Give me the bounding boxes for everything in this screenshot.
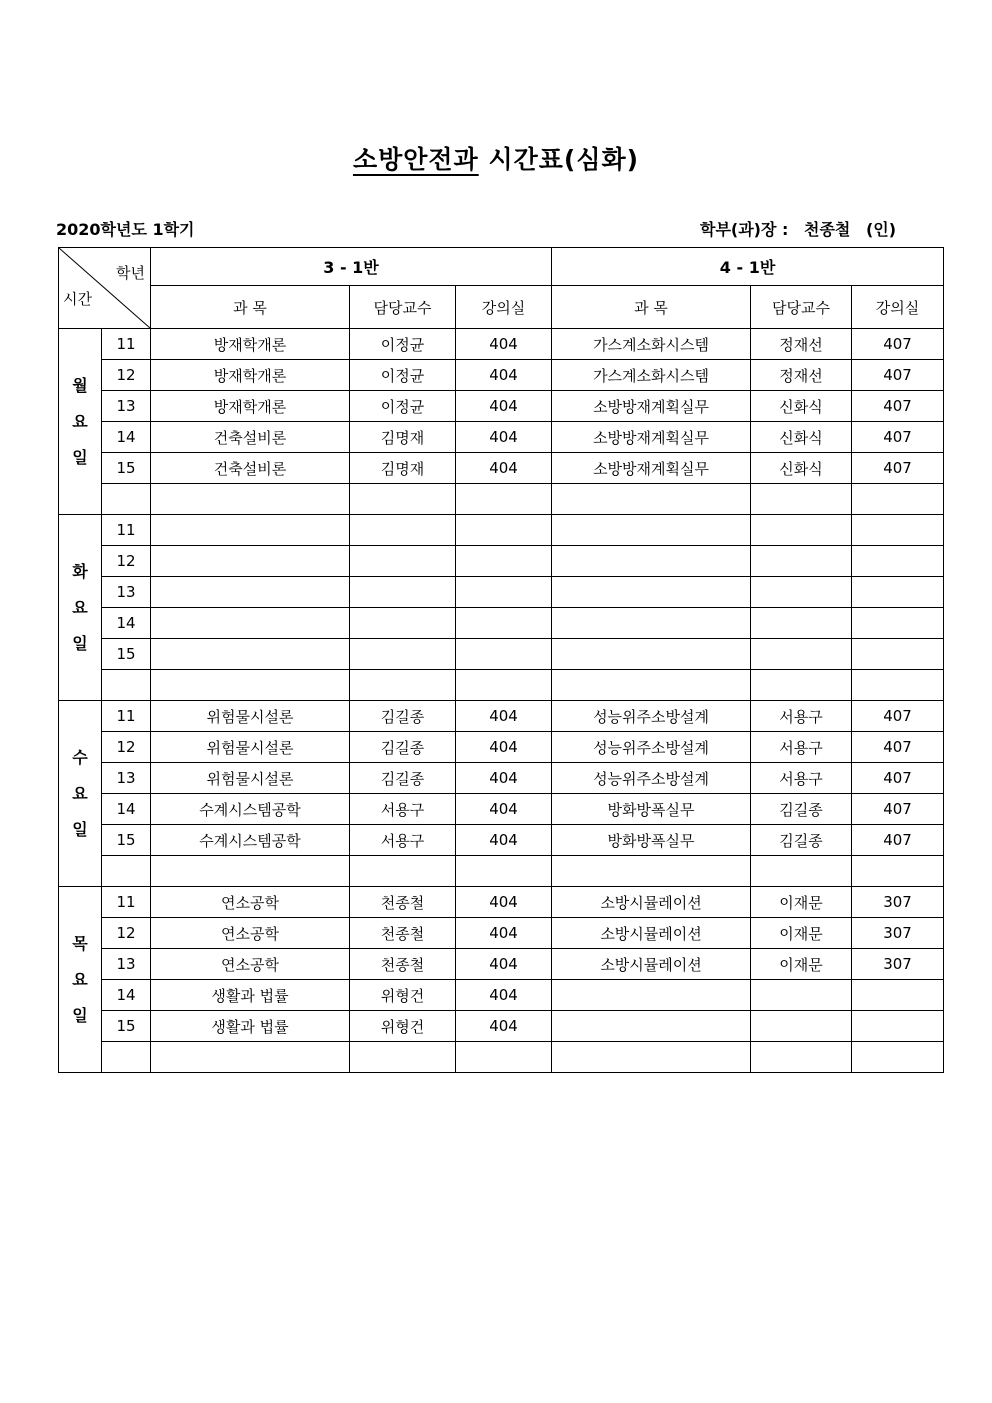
prof-4-1-cell	[751, 515, 852, 546]
period-cell: 13	[102, 763, 151, 794]
subject-3-1-cell	[151, 484, 350, 515]
room-3-1-cell	[456, 1042, 552, 1073]
prof-4-1-cell	[751, 484, 852, 515]
room-3-1-cell	[456, 577, 552, 608]
header-row-1	[59, 248, 944, 286]
corner-grade-label: 학년	[116, 264, 145, 282]
corner-time-label: 시간	[63, 290, 92, 308]
room-3-1-cell: 404	[456, 422, 552, 453]
subject-4-1-cell: 방화방폭실무	[552, 825, 751, 856]
period-cell	[102, 484, 151, 515]
period-cell: 14	[102, 608, 151, 639]
day-label-char: 목	[72, 933, 88, 953]
room-4-1-cell: 307	[852, 918, 944, 949]
prof-4-1-cell	[751, 546, 852, 577]
group-header-1: 3 - 1반	[151, 248, 552, 286]
room-4-1-cell: 407	[852, 391, 944, 422]
prof-3-1-cell	[350, 1042, 456, 1073]
room-4-1-cell: 407	[852, 329, 944, 360]
subject-4-1-cell: 소방시뮬레이션	[552, 887, 751, 918]
dean-label: 학부(과)장 :	[700, 220, 789, 239]
subject-3-1-cell: 방재학개론	[151, 391, 350, 422]
prof-3-1-cell	[350, 484, 456, 515]
day-label	[59, 701, 102, 887]
room-4-1-cell: 407	[852, 794, 944, 825]
room-3-1-cell	[456, 639, 552, 670]
room-4-1-cell: 407	[852, 701, 944, 732]
table-row	[59, 329, 944, 360]
prof-3-1-cell: 이정균	[350, 329, 456, 360]
prof-4-1-cell: 서용구	[751, 763, 852, 794]
prof-4-1-cell	[751, 577, 852, 608]
subject-3-1-cell: 연소공학	[151, 887, 350, 918]
prof-3-1-cell: 이정균	[350, 360, 456, 391]
prof-3-1-cell: 김길종	[350, 763, 456, 794]
room-3-1-cell: 404	[456, 918, 552, 949]
room-4-1-cell	[852, 515, 944, 546]
subject-4-1-cell: 가스계소화시스템	[552, 329, 751, 360]
col-subject-2: 과 목	[552, 286, 751, 329]
prof-3-1-cell	[350, 639, 456, 670]
subject-4-1-cell	[552, 1011, 751, 1042]
subject-4-1-cell	[552, 577, 751, 608]
prof-3-1-cell: 서용구	[350, 825, 456, 856]
prof-3-1-cell: 김명재	[350, 453, 456, 484]
room-3-1-cell: 404	[456, 887, 552, 918]
table-row	[59, 577, 944, 608]
prof-4-1-cell	[751, 856, 852, 887]
period-cell	[102, 856, 151, 887]
prof-4-1-cell: 이재문	[751, 949, 852, 980]
subject-4-1-cell: 소방방재계획실무	[552, 453, 751, 484]
day-label	[59, 515, 102, 701]
room-3-1-cell: 404	[456, 329, 552, 360]
room-4-1-cell	[852, 1011, 944, 1042]
prof-4-1-cell: 서용구	[751, 732, 852, 763]
prof-3-1-cell: 천종철	[350, 918, 456, 949]
prof-3-1-cell: 천종철	[350, 887, 456, 918]
col-room-1: 강의실	[456, 286, 552, 329]
period-cell: 14	[102, 422, 151, 453]
subject-3-1-cell	[151, 546, 350, 577]
subject-4-1-cell	[552, 856, 751, 887]
table-row	[59, 391, 944, 422]
prof-3-1-cell	[350, 856, 456, 887]
period-cell: 12	[102, 732, 151, 763]
day-label-char: 요	[72, 969, 88, 989]
day-label-char: 요	[72, 783, 88, 803]
prof-4-1-cell	[751, 1042, 852, 1073]
table-row	[59, 484, 944, 515]
prof-3-1-cell: 천종철	[350, 949, 456, 980]
table-row	[59, 856, 944, 887]
prof-3-1-cell	[350, 515, 456, 546]
subject-3-1-cell	[151, 577, 350, 608]
day-label-char: 수	[72, 747, 88, 767]
room-3-1-cell: 404	[456, 794, 552, 825]
prof-4-1-cell: 서용구	[751, 701, 852, 732]
room-3-1-cell: 404	[456, 453, 552, 484]
table-row	[59, 453, 944, 484]
period-cell: 15	[102, 639, 151, 670]
subject-4-1-cell: 성능위주소방설계	[552, 732, 751, 763]
prof-4-1-cell	[751, 1011, 852, 1042]
subject-4-1-cell	[552, 980, 751, 1011]
room-4-1-cell	[852, 546, 944, 577]
period-cell: 13	[102, 391, 151, 422]
room-4-1-cell	[852, 577, 944, 608]
prof-4-1-cell	[751, 608, 852, 639]
subject-4-1-cell	[552, 546, 751, 577]
table-row	[59, 794, 944, 825]
subject-3-1-cell	[151, 670, 350, 701]
subject-4-1-cell: 성능위주소방설계	[552, 701, 751, 732]
room-3-1-cell	[456, 515, 552, 546]
title-sub: 시간표(심화)	[488, 145, 640, 174]
subject-3-1-cell: 건축설비론	[151, 453, 350, 484]
room-3-1-cell: 404	[456, 360, 552, 391]
subject-4-1-cell: 성능위주소방설계	[552, 763, 751, 794]
subject-3-1-cell: 위험물시설론	[151, 763, 350, 794]
prof-3-1-cell	[350, 577, 456, 608]
room-4-1-cell: 407	[852, 825, 944, 856]
period-cell: 14	[102, 980, 151, 1011]
prof-3-1-cell: 김명재	[350, 422, 456, 453]
period-cell: 13	[102, 949, 151, 980]
subject-3-1-cell	[151, 639, 350, 670]
term-label: 2020학년도 1학기	[56, 220, 195, 239]
room-4-1-cell	[852, 856, 944, 887]
subject-4-1-cell	[552, 484, 751, 515]
prof-3-1-cell: 이정균	[350, 391, 456, 422]
room-3-1-cell: 404	[456, 825, 552, 856]
day-label-char: 일	[72, 819, 88, 839]
subject-4-1-cell: 소방시뮬레이션	[552, 949, 751, 980]
day-label	[59, 887, 102, 1073]
subject-4-1-cell: 방화방폭실무	[552, 794, 751, 825]
prof-4-1-cell: 이재문	[751, 887, 852, 918]
room-4-1-cell: 307	[852, 949, 944, 980]
period-cell: 11	[102, 887, 151, 918]
room-3-1-cell	[456, 484, 552, 515]
period-cell: 11	[102, 515, 151, 546]
table-row	[59, 918, 944, 949]
subject-3-1-cell	[151, 856, 350, 887]
subject-3-1-cell	[151, 608, 350, 639]
table-row	[59, 949, 944, 980]
prof-4-1-cell: 신화식	[751, 391, 852, 422]
subject-3-1-cell: 생활과 법률	[151, 980, 350, 1011]
period-cell	[102, 670, 151, 701]
day-label-char: 요	[72, 597, 88, 617]
prof-3-1-cell	[350, 670, 456, 701]
dean-name: 천종철	[804, 220, 851, 239]
prof-4-1-cell: 신화식	[751, 422, 852, 453]
room-4-1-cell: 307	[852, 887, 944, 918]
table-row	[59, 546, 944, 577]
prof-3-1-cell	[350, 546, 456, 577]
prof-3-1-cell	[350, 608, 456, 639]
prof-4-1-cell: 신화식	[751, 453, 852, 484]
table-row	[59, 515, 944, 546]
period-cell: 11	[102, 329, 151, 360]
room-3-1-cell: 404	[456, 391, 552, 422]
period-cell: 12	[102, 360, 151, 391]
subject-4-1-cell: 가스계소화시스템	[552, 360, 751, 391]
prof-4-1-cell	[751, 670, 852, 701]
table-row	[59, 639, 944, 670]
corner-cell	[59, 248, 151, 329]
prof-4-1-cell: 김길종	[751, 825, 852, 856]
period-cell: 12	[102, 918, 151, 949]
period-cell	[102, 1042, 151, 1073]
subject-3-1-cell	[151, 1042, 350, 1073]
subject-3-1-cell: 방재학개론	[151, 329, 350, 360]
col-subject-1: 과 목	[151, 286, 350, 329]
day-label	[59, 329, 102, 515]
room-3-1-cell: 404	[456, 980, 552, 1011]
prof-3-1-cell: 김길종	[350, 732, 456, 763]
subject-3-1-cell: 수계시스템공학	[151, 825, 350, 856]
room-3-1-cell	[456, 670, 552, 701]
seal-mark: (인)	[865, 220, 897, 239]
prof-4-1-cell: 정재선	[751, 360, 852, 391]
prof-4-1-cell: 이재문	[751, 918, 852, 949]
period-cell: 12	[102, 546, 151, 577]
subject-3-1-cell: 수계시스템공학	[151, 794, 350, 825]
room-3-1-cell: 404	[456, 701, 552, 732]
period-cell: 11	[102, 701, 151, 732]
subject-4-1-cell: 소방방재계획실무	[552, 391, 751, 422]
table-row	[59, 670, 944, 701]
room-4-1-cell	[852, 1042, 944, 1073]
period-cell: 13	[102, 577, 151, 608]
prof-3-1-cell: 서용구	[350, 794, 456, 825]
table-row	[59, 360, 944, 391]
subject-3-1-cell: 건축설비론	[151, 422, 350, 453]
room-3-1-cell: 404	[456, 763, 552, 794]
day-label-char: 요	[72, 411, 88, 431]
col-room-2: 강의실	[852, 286, 944, 329]
subject-4-1-cell	[552, 608, 751, 639]
subject-3-1-cell: 위험물시설론	[151, 732, 350, 763]
period-cell: 15	[102, 1011, 151, 1042]
room-4-1-cell	[852, 639, 944, 670]
subject-4-1-cell	[552, 1042, 751, 1073]
subject-3-1-cell: 방재학개론	[151, 360, 350, 391]
table-row	[59, 422, 944, 453]
table-row	[59, 1042, 944, 1073]
subject-3-1-cell: 연소공학	[151, 918, 350, 949]
title-main: 소방안전과	[352, 145, 479, 174]
table-row	[59, 980, 944, 1011]
room-3-1-cell: 404	[456, 1011, 552, 1042]
timetable	[58, 247, 944, 1073]
subject-3-1-cell: 생활과 법률	[151, 1011, 350, 1042]
day-label-char: 일	[72, 447, 88, 467]
day-label-char: 일	[72, 633, 88, 653]
subject-3-1-cell: 연소공학	[151, 949, 350, 980]
dean-info	[700, 217, 906, 240]
room-4-1-cell: 407	[852, 763, 944, 794]
room-3-1-cell	[456, 856, 552, 887]
table-row	[59, 701, 944, 732]
prof-4-1-cell	[751, 980, 852, 1011]
table-row	[59, 825, 944, 856]
prof-4-1-cell: 김길종	[751, 794, 852, 825]
day-label-char: 일	[72, 1005, 88, 1025]
room-3-1-cell: 404	[456, 732, 552, 763]
prof-3-1-cell: 위형건	[350, 1011, 456, 1042]
period-cell: 15	[102, 825, 151, 856]
table-row	[59, 1011, 944, 1042]
table-row	[59, 887, 944, 918]
subject-4-1-cell	[552, 515, 751, 546]
group-header-2: 4 - 1반	[552, 248, 944, 286]
prof-4-1-cell	[751, 639, 852, 670]
room-3-1-cell	[456, 546, 552, 577]
subject-4-1-cell: 소방방재계획실무	[552, 422, 751, 453]
room-4-1-cell: 407	[852, 732, 944, 763]
col-prof-2: 담당교수	[751, 286, 852, 329]
room-4-1-cell: 407	[852, 453, 944, 484]
period-cell: 15	[102, 453, 151, 484]
table-row	[59, 763, 944, 794]
day-label-char: 월	[72, 375, 88, 395]
prof-3-1-cell: 김길종	[350, 701, 456, 732]
subject-4-1-cell: 소방시뮬레이션	[552, 918, 751, 949]
subject-4-1-cell	[552, 670, 751, 701]
room-4-1-cell	[852, 608, 944, 639]
room-4-1-cell: 407	[852, 360, 944, 391]
period-cell: 14	[102, 794, 151, 825]
subject-3-1-cell: 위험물시설론	[151, 701, 350, 732]
prof-4-1-cell: 정재선	[751, 329, 852, 360]
header-row-2	[59, 286, 944, 329]
prof-3-1-cell: 위형건	[350, 980, 456, 1011]
room-3-1-cell: 404	[456, 949, 552, 980]
page-title	[0, 140, 992, 176]
col-prof-1: 담당교수	[350, 286, 456, 329]
room-4-1-cell	[852, 980, 944, 1011]
table-row	[59, 732, 944, 763]
table-row	[59, 608, 944, 639]
subject-4-1-cell	[552, 639, 751, 670]
subject-3-1-cell	[151, 515, 350, 546]
room-4-1-cell	[852, 670, 944, 701]
room-4-1-cell: 407	[852, 422, 944, 453]
room-3-1-cell	[456, 608, 552, 639]
room-4-1-cell	[852, 484, 944, 515]
day-label-char: 화	[72, 561, 88, 581]
